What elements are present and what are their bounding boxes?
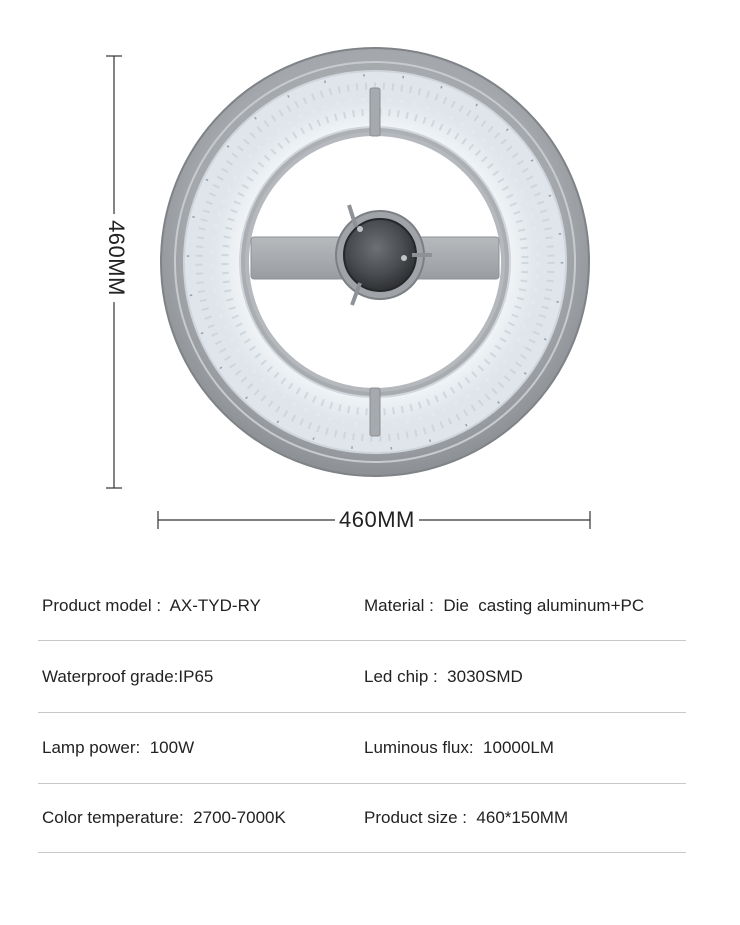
spec-product-model: Product model : AX-TYD-RY [42,596,261,615]
spec-product-size: Product size : 460*150MM [364,808,569,827]
spec-material: Material : Die casting aluminum+PC [364,596,645,615]
spec-table [38,572,686,853]
height-dimension-label: 460MM [103,214,129,302]
spec-luminous-flux: Luminous flux: 10000LM [364,738,554,757]
spec-row [38,784,686,853]
spec-row [38,713,686,784]
spec-waterproof-grade: Waterproof grade:IP65 [42,666,214,686]
spec-color-temperature: Color temperature: 2700-7000K [42,808,286,827]
spec-led-chip: Led chip : 3030SMD [364,666,523,686]
spec-lamp-power: Lamp power: 100W [42,738,195,757]
width-dimension-label: 460MM [335,507,419,533]
spec-row [38,572,686,641]
spec-row [38,641,686,713]
